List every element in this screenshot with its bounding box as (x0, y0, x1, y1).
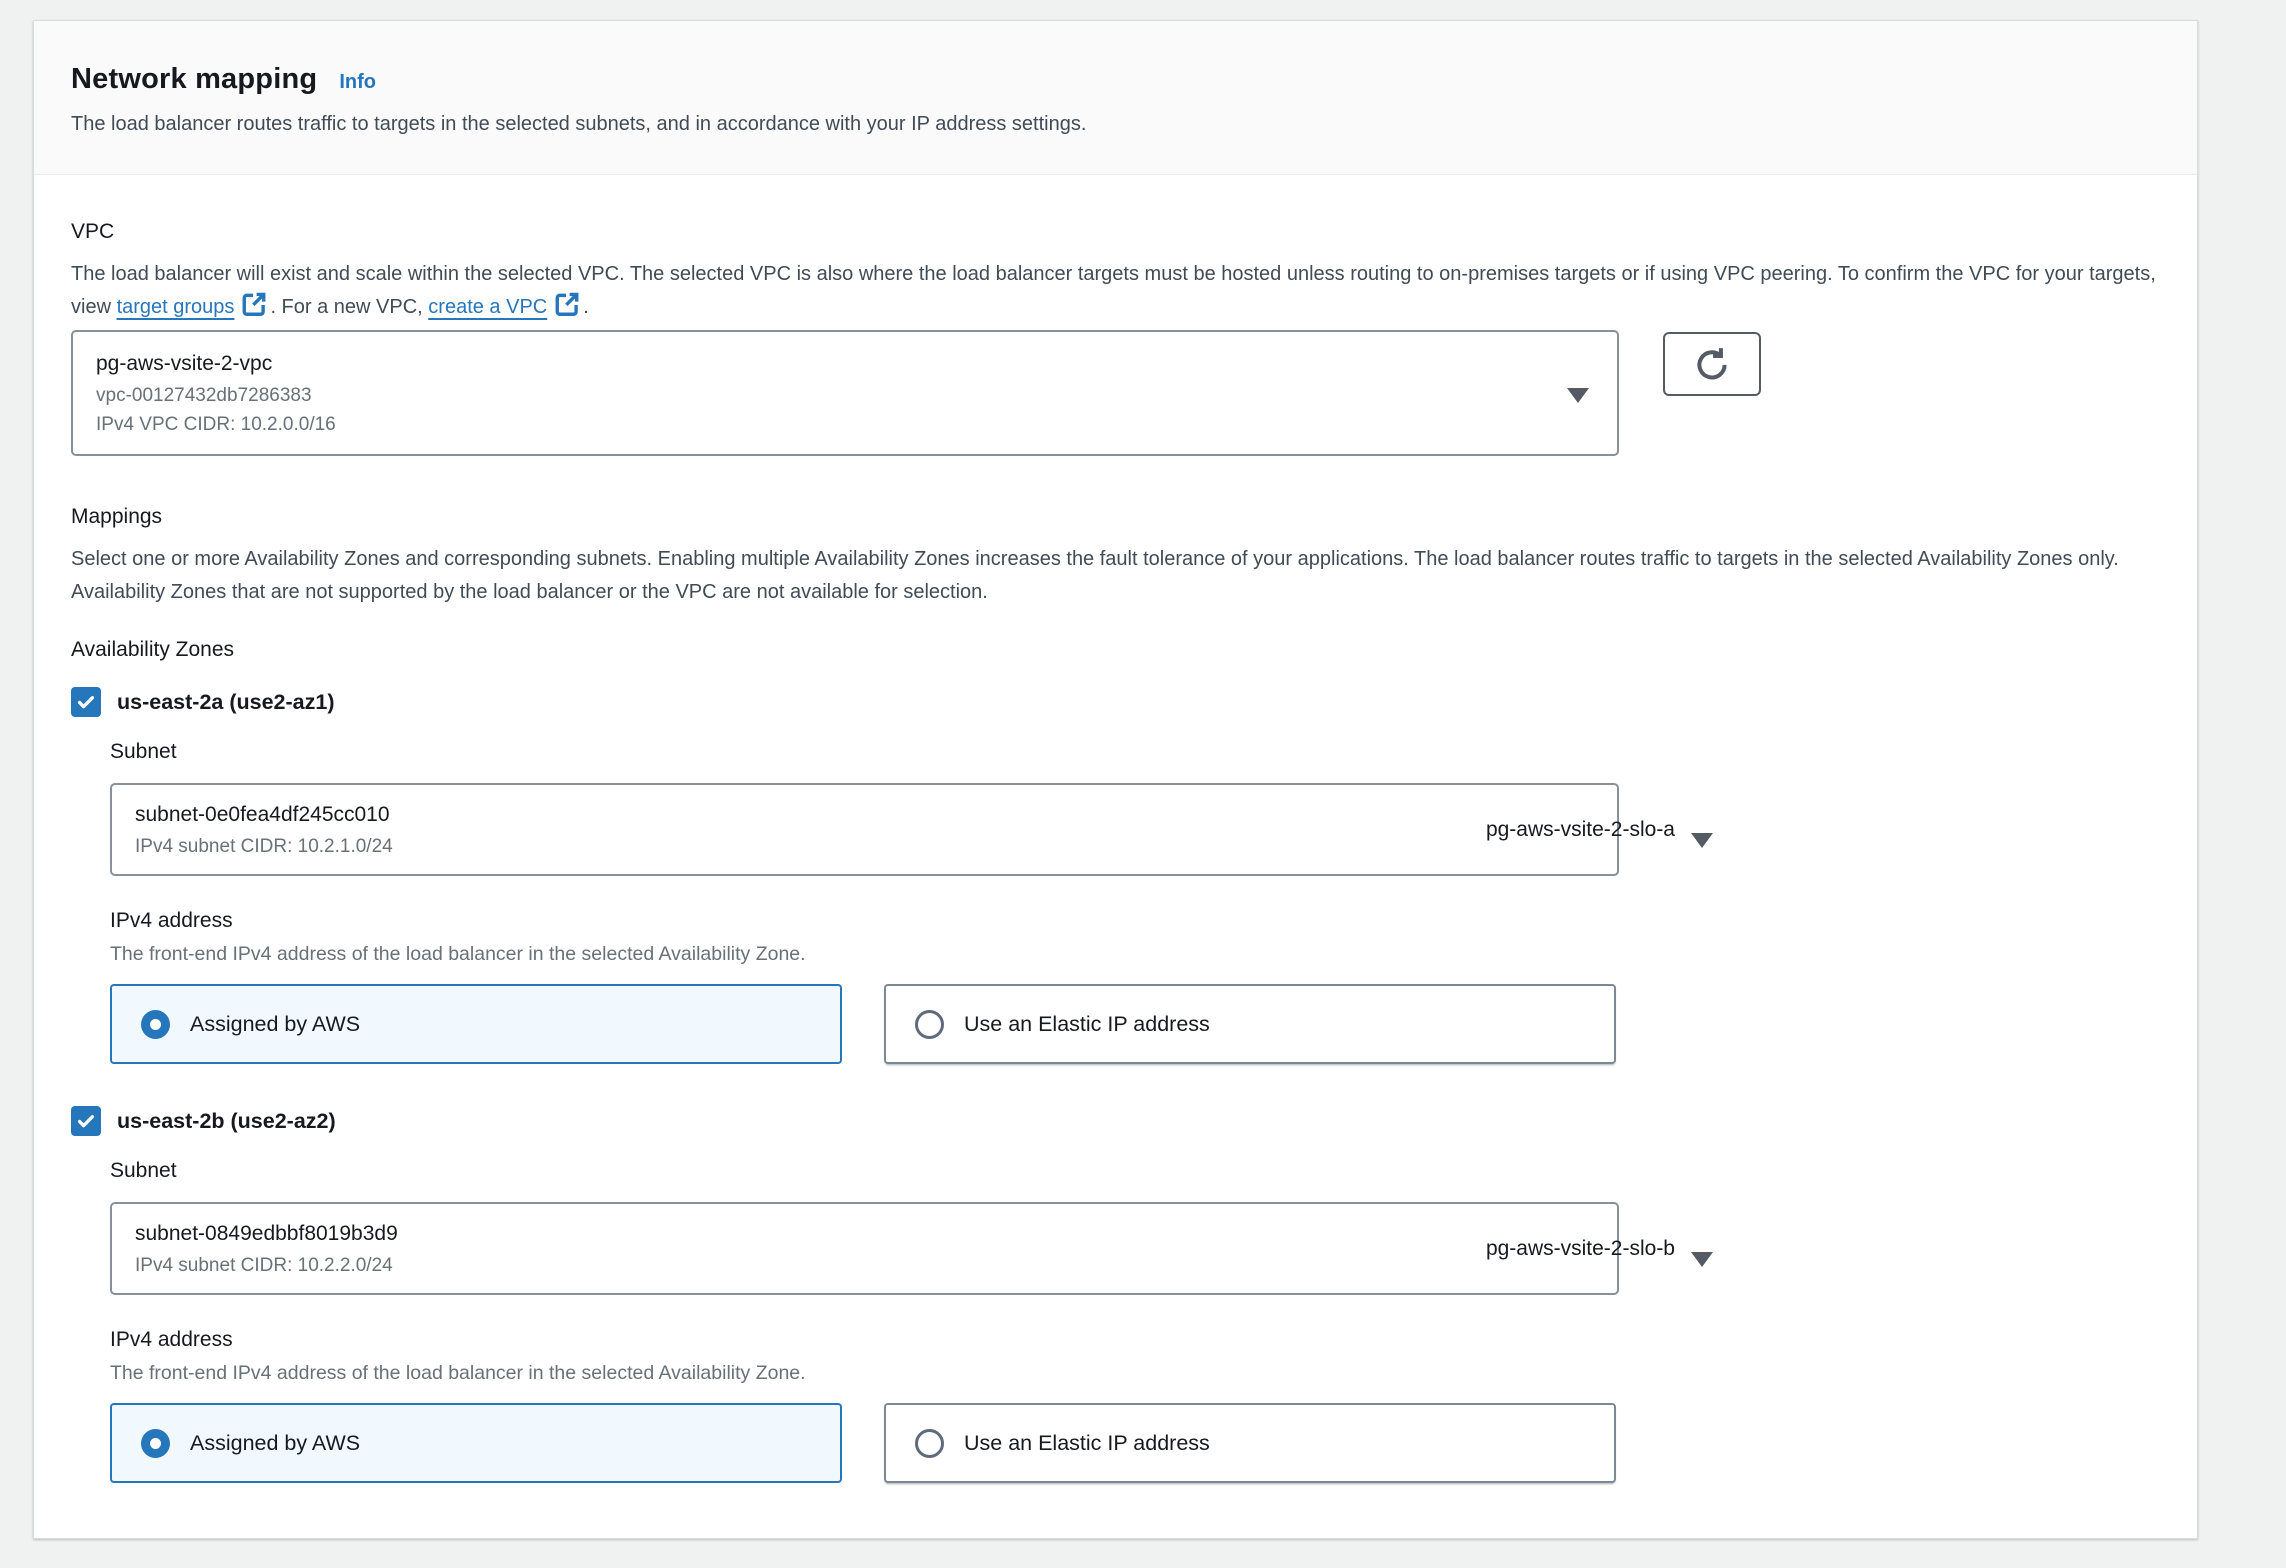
create-vpc-link[interactable]: create a VPC (428, 296, 548, 318)
title-row (71, 63, 2160, 96)
vpc-description (71, 258, 2160, 324)
availability-zones-label: Availability Zones (71, 638, 235, 661)
radio-unselected-icon[interactable] (915, 1429, 944, 1458)
vpc-label: VPC (71, 220, 115, 243)
subnet-select[interactable] (110, 783, 1675, 876)
subnet-id: subnet-0e0fea4df245cc010 (135, 803, 390, 826)
vpc-desc-text-3: . (583, 296, 589, 318)
info-link[interactable]: Info (339, 71, 376, 93)
chevron-down-icon (1567, 388, 1589, 403)
refresh-button[interactable] (1663, 332, 1761, 396)
az-checkbox-row (71, 1106, 2160, 1136)
checkmark-icon (75, 691, 97, 713)
ipv4-address-label: IPv4 address (110, 1328, 233, 1351)
ipv4-address-description: The front-end IPv4 address of the load balancer in the selected Availability Zone. (110, 1362, 806, 1384)
radio-tile-elastic-ip[interactable] (884, 1403, 1616, 1483)
subnet-cidr: IPv4 subnet CIDR: 10.2.2.0/24 (135, 1255, 393, 1276)
mappings-label: Mappings (71, 505, 163, 528)
subnet-select-right (1486, 785, 1713, 874)
az-checkbox-row (71, 687, 2160, 717)
zone-content (110, 1158, 2160, 1483)
vpc-select-id: vpc-00127432db7286383 (96, 385, 312, 406)
vpc-select[interactable] (71, 330, 1619, 456)
vpc-desc-text-2: . For a new VPC, (270, 296, 423, 318)
page-title: Network mapping (71, 63, 318, 95)
network-mapping-card (33, 20, 2198, 1539)
vpc-select-name: pg-aws-vsite-2-vpc (96, 352, 273, 375)
radio-tile-label: Assigned by AWS (190, 1011, 361, 1036)
subnet-name: pg-aws-vsite-2-slo-b (1485, 1236, 1675, 1260)
radio-selected-icon[interactable] (141, 1010, 170, 1039)
chevron-down-icon (1691, 833, 1713, 848)
radio-tile-label: Assigned by AWS (190, 1430, 361, 1455)
subnet-id: subnet-0849edbbf8019b3d9 (135, 1222, 398, 1245)
external-link-icon (554, 291, 580, 317)
target-groups-link[interactable]: target groups (116, 296, 235, 318)
subnet-name: pg-aws-vsite-2-slo-a (1485, 817, 1675, 841)
radio-unselected-icon[interactable] (915, 1010, 944, 1039)
header-description: The load balancer routes traffic to targets in the selected subnets, and in accordance with your IP address settings. (71, 113, 1087, 135)
card-body (34, 175, 2197, 1538)
subnet-select[interactable] (110, 1202, 1675, 1295)
az-checkbox-checked[interactable] (71, 1106, 101, 1136)
card-header (34, 21, 2197, 175)
refresh-icon (1691, 343, 1733, 385)
radio-tile-label: Use an Elastic IP address (964, 1430, 1210, 1455)
vpc-desc-text-1: The load balancer will exist and scale within the selected VPC. The selected VPC is also where the load balancer targets must be hosted unless routing to on-premises targets or if using VPC peering. To confirm the VPC for your targets, view (71, 263, 2156, 318)
ipv4-option-tiles (110, 1403, 2160, 1483)
radio-tile-assigned-by-aws[interactable] (110, 984, 842, 1064)
ipv4-address-description: The front-end IPv4 address of the load balancer in the selected Availability Zone. (110, 943, 806, 965)
subnet-label: Subnet (110, 740, 177, 763)
radio-tile-assigned-by-aws[interactable] (110, 1403, 842, 1483)
radio-selected-icon[interactable] (141, 1429, 170, 1458)
subnet-cidr: IPv4 subnet CIDR: 10.2.1.0/24 (135, 836, 393, 857)
subnet-select-right (1486, 1204, 1713, 1293)
vpc-select-cidr: IPv4 VPC CIDR: 10.2.0.0/16 (96, 414, 336, 435)
external-link-icon (241, 291, 267, 317)
subnet-label: Subnet (110, 1159, 177, 1182)
mappings-description: Select one or more Availability Zones and corresponding subnets. Enabling multiple Availability Zones increases the fault tolerance of your applications. The load balancer routes traffic to targets in the selected Availability Zones only. Availability Zones that are not supported by the load balancer or the VPC are not available for selection. (71, 548, 2119, 603)
zone-content (110, 739, 2160, 1064)
az-checkbox-checked[interactable] (71, 687, 101, 717)
az-label: us-east-2a (use2-az1) (117, 689, 335, 714)
az-label: us-east-2b (use2-az2) (117, 1108, 336, 1133)
vpc-select-row (71, 330, 2160, 456)
checkmark-icon (75, 1110, 97, 1132)
chevron-down-icon (1691, 1252, 1713, 1267)
ipv4-option-tiles (110, 984, 2160, 1064)
ipv4-address-label: IPv4 address (110, 909, 233, 932)
radio-tile-label: Use an Elastic IP address (964, 1011, 1210, 1036)
radio-tile-elastic-ip[interactable] (884, 984, 1616, 1064)
